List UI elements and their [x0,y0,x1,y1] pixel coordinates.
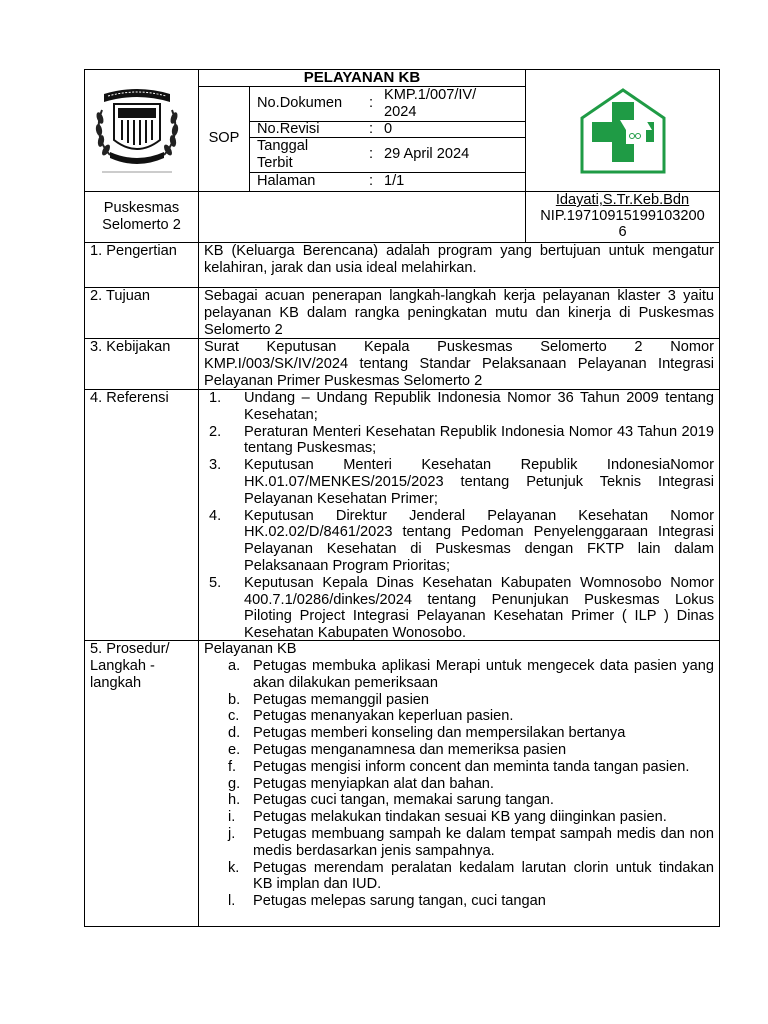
list-item: f. Petugas mengisi inform concent dan meminta tanda tangan pasien. [228,758,690,775]
step-text: Petugas menanyakan keperluan pasien. [253,708,514,725]
list-item: k. Petugas merendam peralatan kedalam larutan clorin untuk tindakan KB implan dan IUD. [228,859,714,893]
meta-value-halaman: 1/1 [384,173,405,189]
reference-text: Undang – Undang Republik Indonesia Nomor 36 Tahun 2009 tentang Kesehatan; [244,390,714,423]
procedure-steps [204,658,714,910]
meta-value-no-dokumen: KMP.1/007/IV/ 2024 [384,87,477,120]
reference-text: Keputusan Kepala Dinas Kesehatan Kabupaten Womnosobo Nomor 400.7.1/0286/dinkes/2024 tentang Penunjukan Puskesmas Lokus Piloting Project Integrasi Pelayanan Kesehatan Primer ( ILP ) Dinas Kesehatan Kabupaten Wonosobo. [244,574,714,642]
signatory-name: Idayati,S.Tr.Keb.Bdn [555,192,690,208]
meta-value-tanggal-terbit: 29 April 2024 [384,146,470,162]
list-item: 4. Keputusan Direktur Jenderal Pelayanan Kesehatan Nomor HK.02.02/D/8461/2023 tentang Pedoman Penyelenggaraan Integrasi Pelayanan Kesehatan di Puskesmas dengan FKTP lain dalam Pelaksanaan Program Prioritas; [209,507,714,574]
meta-sep: : [369,146,374,162]
step-text: Petugas melepas sarung tangan, cuci tangan [253,893,546,910]
procedure-heading: Pelayanan KB [204,641,297,657]
list-item: b. Petugas memanggil pasien [228,691,430,708]
step-text: Petugas mengisi inform concent dan meminta tanda tangan pasien. [253,758,690,775]
section-label-referensi: 4. Referensi [90,390,169,406]
section-label-pengertian: 1. Pengertian [90,243,177,259]
signatory-nip: NIP.19710915199103200 6 [540,208,705,240]
list-item: 3. Keputusan Menteri Kesehatan Republik IndonesiaNomor HK.01.07/MENKES/2015/2023 tentang Petunjuk Teknis Integrasi Pelayanan Kesehatan Primer; [209,457,714,507]
section-text-kebijakan: Surat Keputusan Kepala Puskesmas Selomerto 2 Nomor KMP.I/003/SK/IV/2024 tentang Standar Pelaksanaan Pelayanan Integrasi Pelayanan Primer Puskesmas Selomerto 2 [204,339,714,389]
step-text: Petugas memanggil pasien [253,691,430,708]
meta-label-tanggal-terbit: Tanggal Terbit [257,138,309,171]
section-label-prosedur: 5. Prosedur/ Langkah - langkah [90,641,170,691]
meta-label-no-revisi: No.Revisi [257,121,320,137]
sop-label: SOP [208,130,240,146]
meta-label-halaman: Halaman [257,173,316,189]
step-text: Petugas menganamnesa dan memeriksa pasien [253,741,567,758]
list-item: l. Petugas melepas sarung tangan, cuci tangan [228,893,546,910]
regency-logo [92,80,182,175]
step-text: Petugas cuci tangan, memakai sarung tangan. [253,792,554,809]
list-item: e. Petugas menganamnesa dan memeriksa pasien [228,741,567,758]
list-item: 5. Keputusan Kepala Dinas Kesehatan Kabupaten Womnosobo Nomor 400.7.1/0286/dinkes/2024 tentang Penunjukan Puskesmas Lokus Piloting Project Integrasi Pelayanan Kesehatan Primer ( ILP ) Dinas Kesehatan Kabupaten Wonosobo. [209,574,714,642]
meta-label-no-dokumen: No.Dokumen [257,95,343,111]
list-item: c. Petugas menanyakan keperluan pasien. [228,708,514,725]
meta-sep: : [369,95,374,111]
list-item: i. Petugas melakukan tindakan sesuai KB yang diinginkan pasien. [228,809,667,826]
meta-value-no-revisi: 0 [384,121,393,137]
step-text: Petugas menyiapkan alat dan bahan. [253,775,494,792]
reference-list [204,390,714,642]
step-text: Petugas memberi konseling dan mempersilakan bertanya [253,725,626,742]
list-item: j. Petugas membuang sampah ke dalam tempat sampah medis dan non medis berdasarkan jenis sampahnya. [228,825,714,859]
section-text-pengertian: KB (Keluarga Berencana) adalah program yang bertujuan untuk mengatur kelahiran, jarak dan usia ideal melahirkan. [204,243,714,276]
step-text: Petugas membuka aplikasi Merapi untuk mengecek data pasien yang akan dilakukan pemeriksaan [253,658,714,691]
list-item: h. Petugas cuci tangan, memakai sarung tangan. [228,792,554,809]
list-item: d. Petugas memberi konseling dan mempersilakan bertanya [228,725,626,742]
reference-text: Keputusan Direktur Jenderal Pelayanan Kesehatan Nomor HK.02.02/D/8461/2023 tentang Pedoman Penyelenggaraan Integrasi Pelayanan Kesehatan di Puskesmas dengan FKTP lain dalam Pelaksanaan Program Prioritas; [244,507,714,574]
puskesmas-logo [578,88,668,174]
list-item: g. Petugas menyiapkan alat dan bahan. [228,775,494,792]
reference-text: Peraturan Menteri Kesehatan Republik Indonesia Nomor 43 Tahun 2019 tentang Puskesmas; [244,423,714,457]
step-text: Petugas merendam peralatan kedalam larutan clorin untuk tindakan KB implan dan IUD. [253,859,714,893]
reference-text: Keputusan Menteri Kesehatan Republik IndonesiaNomor HK.01.07/MENKES/2015/2023 tentang Petunjuk Teknis Integrasi Pelayanan Kesehatan Primer; [244,457,714,507]
section-label-tujuan: 2. Tujuan [90,288,151,304]
list-item: 2. Peraturan Menteri Kesehatan Republik Indonesia Nomor 43 Tahun 2019 tentang Puskesmas; [209,423,714,457]
meta-sep: : [369,121,374,137]
section-text-tujuan: Sebagai acuan penerapan langkah-langkah kerja pelayanan klaster 3 yaitu pelayanan KB dalam rangka peningkatan mutu dan kinerja di Puskesmas Selomerto 2 [204,288,714,338]
facility-name: Puskesmas Selomerto 2 [102,200,181,233]
step-text: Petugas melakukan tindakan sesuai KB yang diinginkan pasien. [253,809,667,826]
step-text: Petugas membuang sampah ke dalam tempat sampah medis dan non medis berdasarkan jenis sampahnya. [253,825,714,859]
meta-sep: : [369,173,374,189]
section-label-kebijakan: 3. Kebijakan [90,339,171,355]
list-item: a. Petugas membuka aplikasi Merapi untuk mengecek data pasien yang akan dilakukan pemeriksaan [228,658,714,691]
document-title: PELAYANAN KB [303,69,421,86]
list-item: 1. Undang – Undang Republik Indonesia Nomor 36 Tahun 2009 tentang Kesehatan; [209,390,714,423]
